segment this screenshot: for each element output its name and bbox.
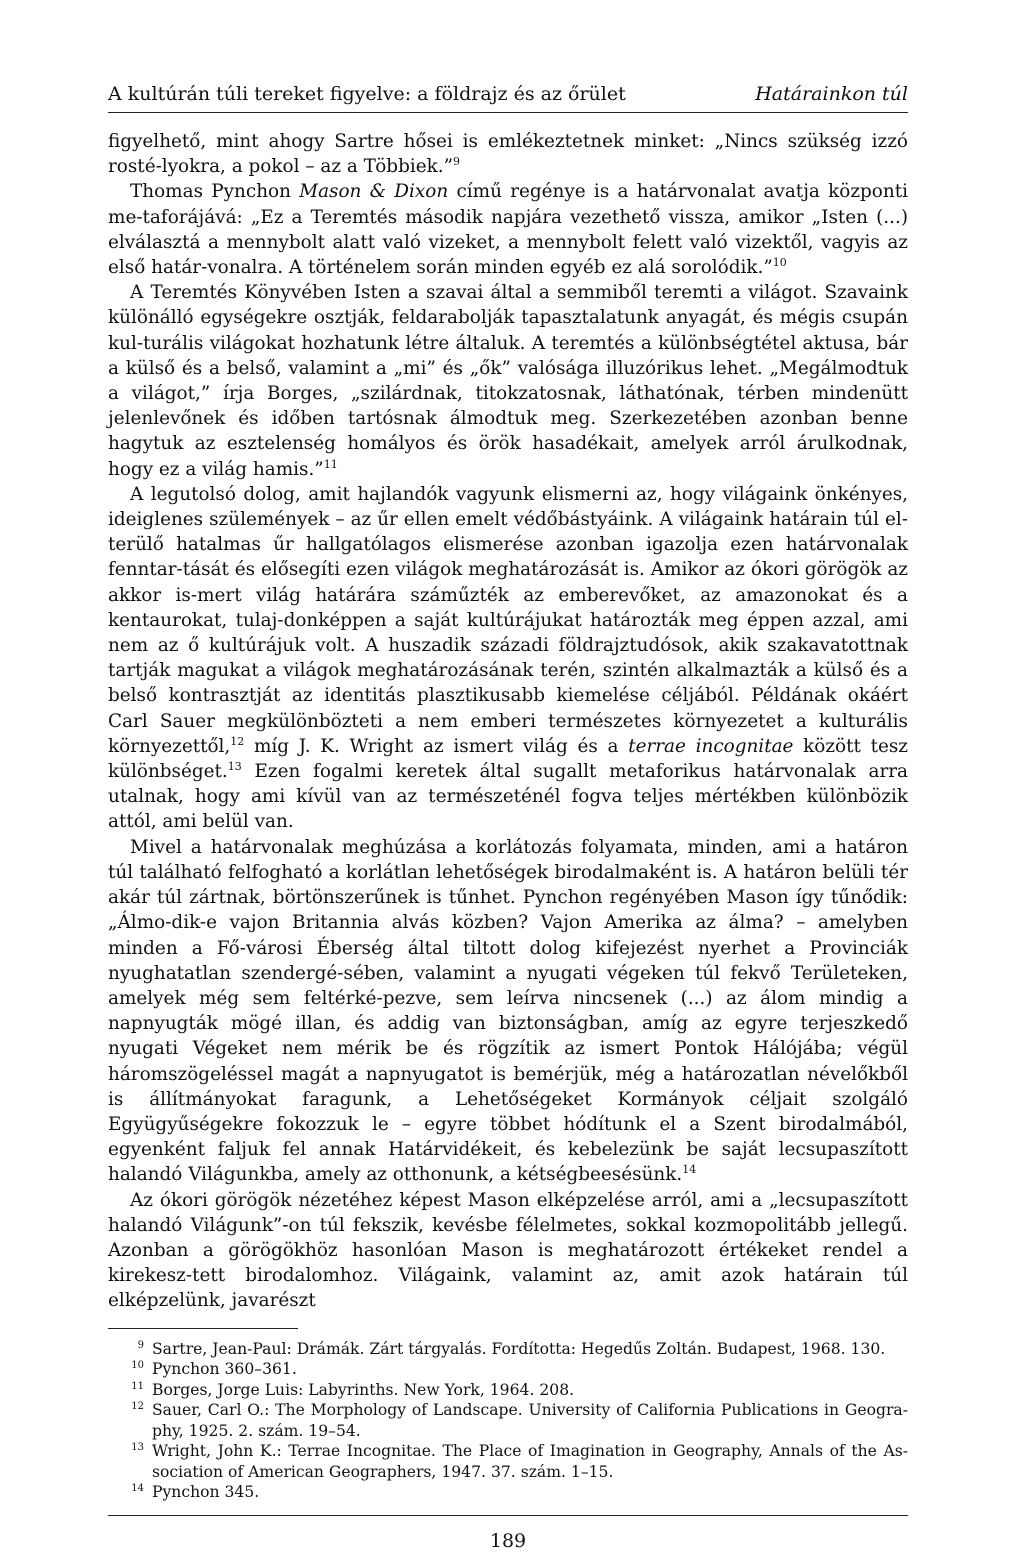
footnote-number: 11 [131, 1380, 144, 1392]
footnote-text: Borges, Jorge Luis: Labyrinths. New York, 1964. 208. [152, 1380, 575, 1399]
footnote [108, 1400, 908, 1441]
paragraph [108, 835, 908, 1188]
footnote-number: 14 [131, 1483, 144, 1495]
text-run: Mivel a határvonalak meghúzása a korlátozás folyamata, minden, ami a határon túl található felfogható a korlátlan lehetőségek birodalmaként is. A határon belüli tér akár túl zártnak, börtönszerűnek is tűnhet. Pynchon regényében Mason így tűnődik: „Álmo-dik-e vajon Britannia alvás közben? Vajon Amerika az álma? – amelyben minden a Fő-városi Éberség által tiltott dolog kifejezést nyerhet a Provinciák nyughatatlan szendergé-sében, valamint a nyugati végeken túl fekvő Területeken, amelyek még sem feltérké-pezve, sem leírva nincsenek (...) az álom mindig a napnyugták mögé illan, és addig van biztonságban, amíg az egyre terjeszkedő nyugati Végeket nem mérik be és rögzítik az ismert Pontok Hálójába; végül háromszögeléssel magát a napnyugatot is bemérjük, még a határozatlan névelőkből is állítmányokat faragunk, a Lehetőségeket Kormányok céljait szolgáló Együgyűségekre fokozzuk le – egyre többet hódítunk el a Szent birodalmából, egyenként faljuk fel annak Határvidékeit, és kebelezünk be saját lecsupaszított halandó Világunkba, amely az otthonunk, a kétségbeesésünk. [108, 836, 908, 1186]
footnote-number: 13 [131, 1442, 144, 1454]
paragraph [108, 179, 908, 280]
footnotes [108, 1339, 908, 1503]
footnote-number: 10 [131, 1360, 144, 1372]
footnote-number: 12 [131, 1401, 144, 1413]
running-header [108, 82, 908, 113]
footnote-ref: 9 [453, 155, 461, 169]
footnote-ref: 12 [230, 734, 245, 748]
footnote-text: Sauer, Carl O.: The Morphology of Landscape. University of California Publications in Geogra-phy, 1925. 2. szám. 19–54. [152, 1401, 908, 1440]
body-text [108, 129, 908, 1314]
footnote [108, 1359, 908, 1380]
footnote-ref: 14 [682, 1163, 697, 1177]
footnote-ref: 13 [227, 759, 242, 773]
paragraph [108, 129, 908, 179]
footnote-text: Pynchon 360–361. [152, 1360, 297, 1379]
paragraph [108, 280, 908, 482]
running-title: A kultúrán túli tereket figyelve: a földrajz és az őrület [108, 83, 626, 105]
text-run: Az ókori görögök nézetéhez képest Mason elképzelése arról, ami a „lecsupaszított halandó Világunk”-on túl fekszik, kevésbe félelmetes, sokkal kozmopolitább jellegű. Azonban a görögökhöz hasonlóan Mason is meghatározott értékeket rendel a kirekesz-tett birodalomhoz. Világaink, valamint az, amit azok határain túl elképzelünk, javarészt [108, 1189, 908, 1312]
page-number: 189 [489, 1529, 527, 1552]
page [108, 82, 908, 1552]
italic-text: terrae incognitae [628, 735, 794, 757]
footnote-text: Sartre, Jean-Paul: Drámák. Zárt tárgyalás. Fordította: Hegedűs Zoltán. Budapest, 1968. 130. [152, 1339, 886, 1358]
footnote-text: Pynchon 345. [152, 1483, 260, 1502]
text-run: A Teremtés Könyvében Isten a szavai által a semmiből teremti a világot. Szavaink különálló egységekre osztják, feldarabolják tapasztalatunk anyagát, és mégis csupán kul-turális világokat hozhatunk létre általuk. A teremtés a különbségtétel aktusa, bár a külső és a belső, valamint a „mi” és „ők” valósága illuzórikus lehet. „Megálmodtuk a világot,” írja Borges, „szilárdnak, titokzatosnak, láthatónak, térben mindenütt jelenlevőnek és időben tartósnak álmodtuk meg. Szerkezetében azonban benne hagytuk az esztelenség homályos és örök hasadékait, amelyek arról árulkodnak, hogy ez a világ hamis.” [108, 282, 908, 480]
footnote [108, 1380, 908, 1401]
text-run: figyelhető, mint ahogy Sartre hősei is emlékeztetnek minket: „Nincs szükség izzó rosté-lyokra, a pokol – az a Többiek.” [108, 131, 908, 178]
paragraph [108, 482, 908, 835]
paragraph [108, 1188, 908, 1314]
text-run: míg J. K. Wright az ismert világ és a [244, 735, 629, 757]
text-run: A legutolsó dolog, amit hajlandók vagyunk elismerni az, hogy világaink önkényes, ideiglenes szülemények – az űr ellen emelt védőbástyáink. A világaink határain túl el-terülő hatalmas űr hallgatólagos elismerése azonban igazolja ezen határvonalak fenntar-tását és elősegíti ezen világok meghatározását is. Amikor az ókori görögök az akkor is-mert világ határára száműzték az emberevőket, az amazonokat és a kentaurokat, tulaj-donképpen a saját kultúrájukat határozták meg éppen azzal, ami nem az ő kultúrájuk volt. A huszadik századi földrajztudósok, akik szakavatottnak tartják magukat a világok meghatározásának terén, szintén alkalmazták a külső és a belső kontrasztját az identitás plasztikusabb kiemelése céljából. Példának okáért Carl Sauer megkülönbözteti a nem emberi természetes környezetet a kulturális környezettől, [108, 483, 908, 757]
text-run: Ezen fogalmi keretek által sugallt metaforikus határvonalak arra utalnak, hogy ami kívül van az természeténél fogva teljes mértékben különbözik attól, ami belül van. [108, 761, 908, 833]
footnote [108, 1482, 908, 1503]
footnote [108, 1339, 908, 1360]
footnote-text: Wright, John K.: Terrae Incognitae. The Place of Imagination in Geography, Annals of the As-sociation of American Geographers, 1947. 37. szám. 1–15. [152, 1442, 908, 1481]
footnote [108, 1441, 908, 1482]
text-run: között tesz különbséget. [108, 735, 908, 783]
bottom-divider [108, 1515, 908, 1516]
text-run: Thomas Pynchon [130, 181, 300, 203]
italic-text: Mason & Dixon [299, 181, 449, 203]
footnote-number: 9 [137, 1339, 144, 1351]
footnote-ref: 11 [323, 457, 338, 471]
text-run: című regénye is a határvonalat avatja központi me-taforájává: „Ez a Teremtés második napjára vezethető vissza, amikor „Isten (...) elválasztá a mennybolt alatt való vizeket, a mennybolt felett való vizektől, vagyis az első határ-vonalra. A történelem során minden egyéb ez alá sorolódik.” [108, 181, 908, 279]
section-title: Határainkon túl [755, 83, 908, 105]
footnote-ref: 10 [772, 255, 787, 269]
footnote-divider [108, 1328, 298, 1329]
